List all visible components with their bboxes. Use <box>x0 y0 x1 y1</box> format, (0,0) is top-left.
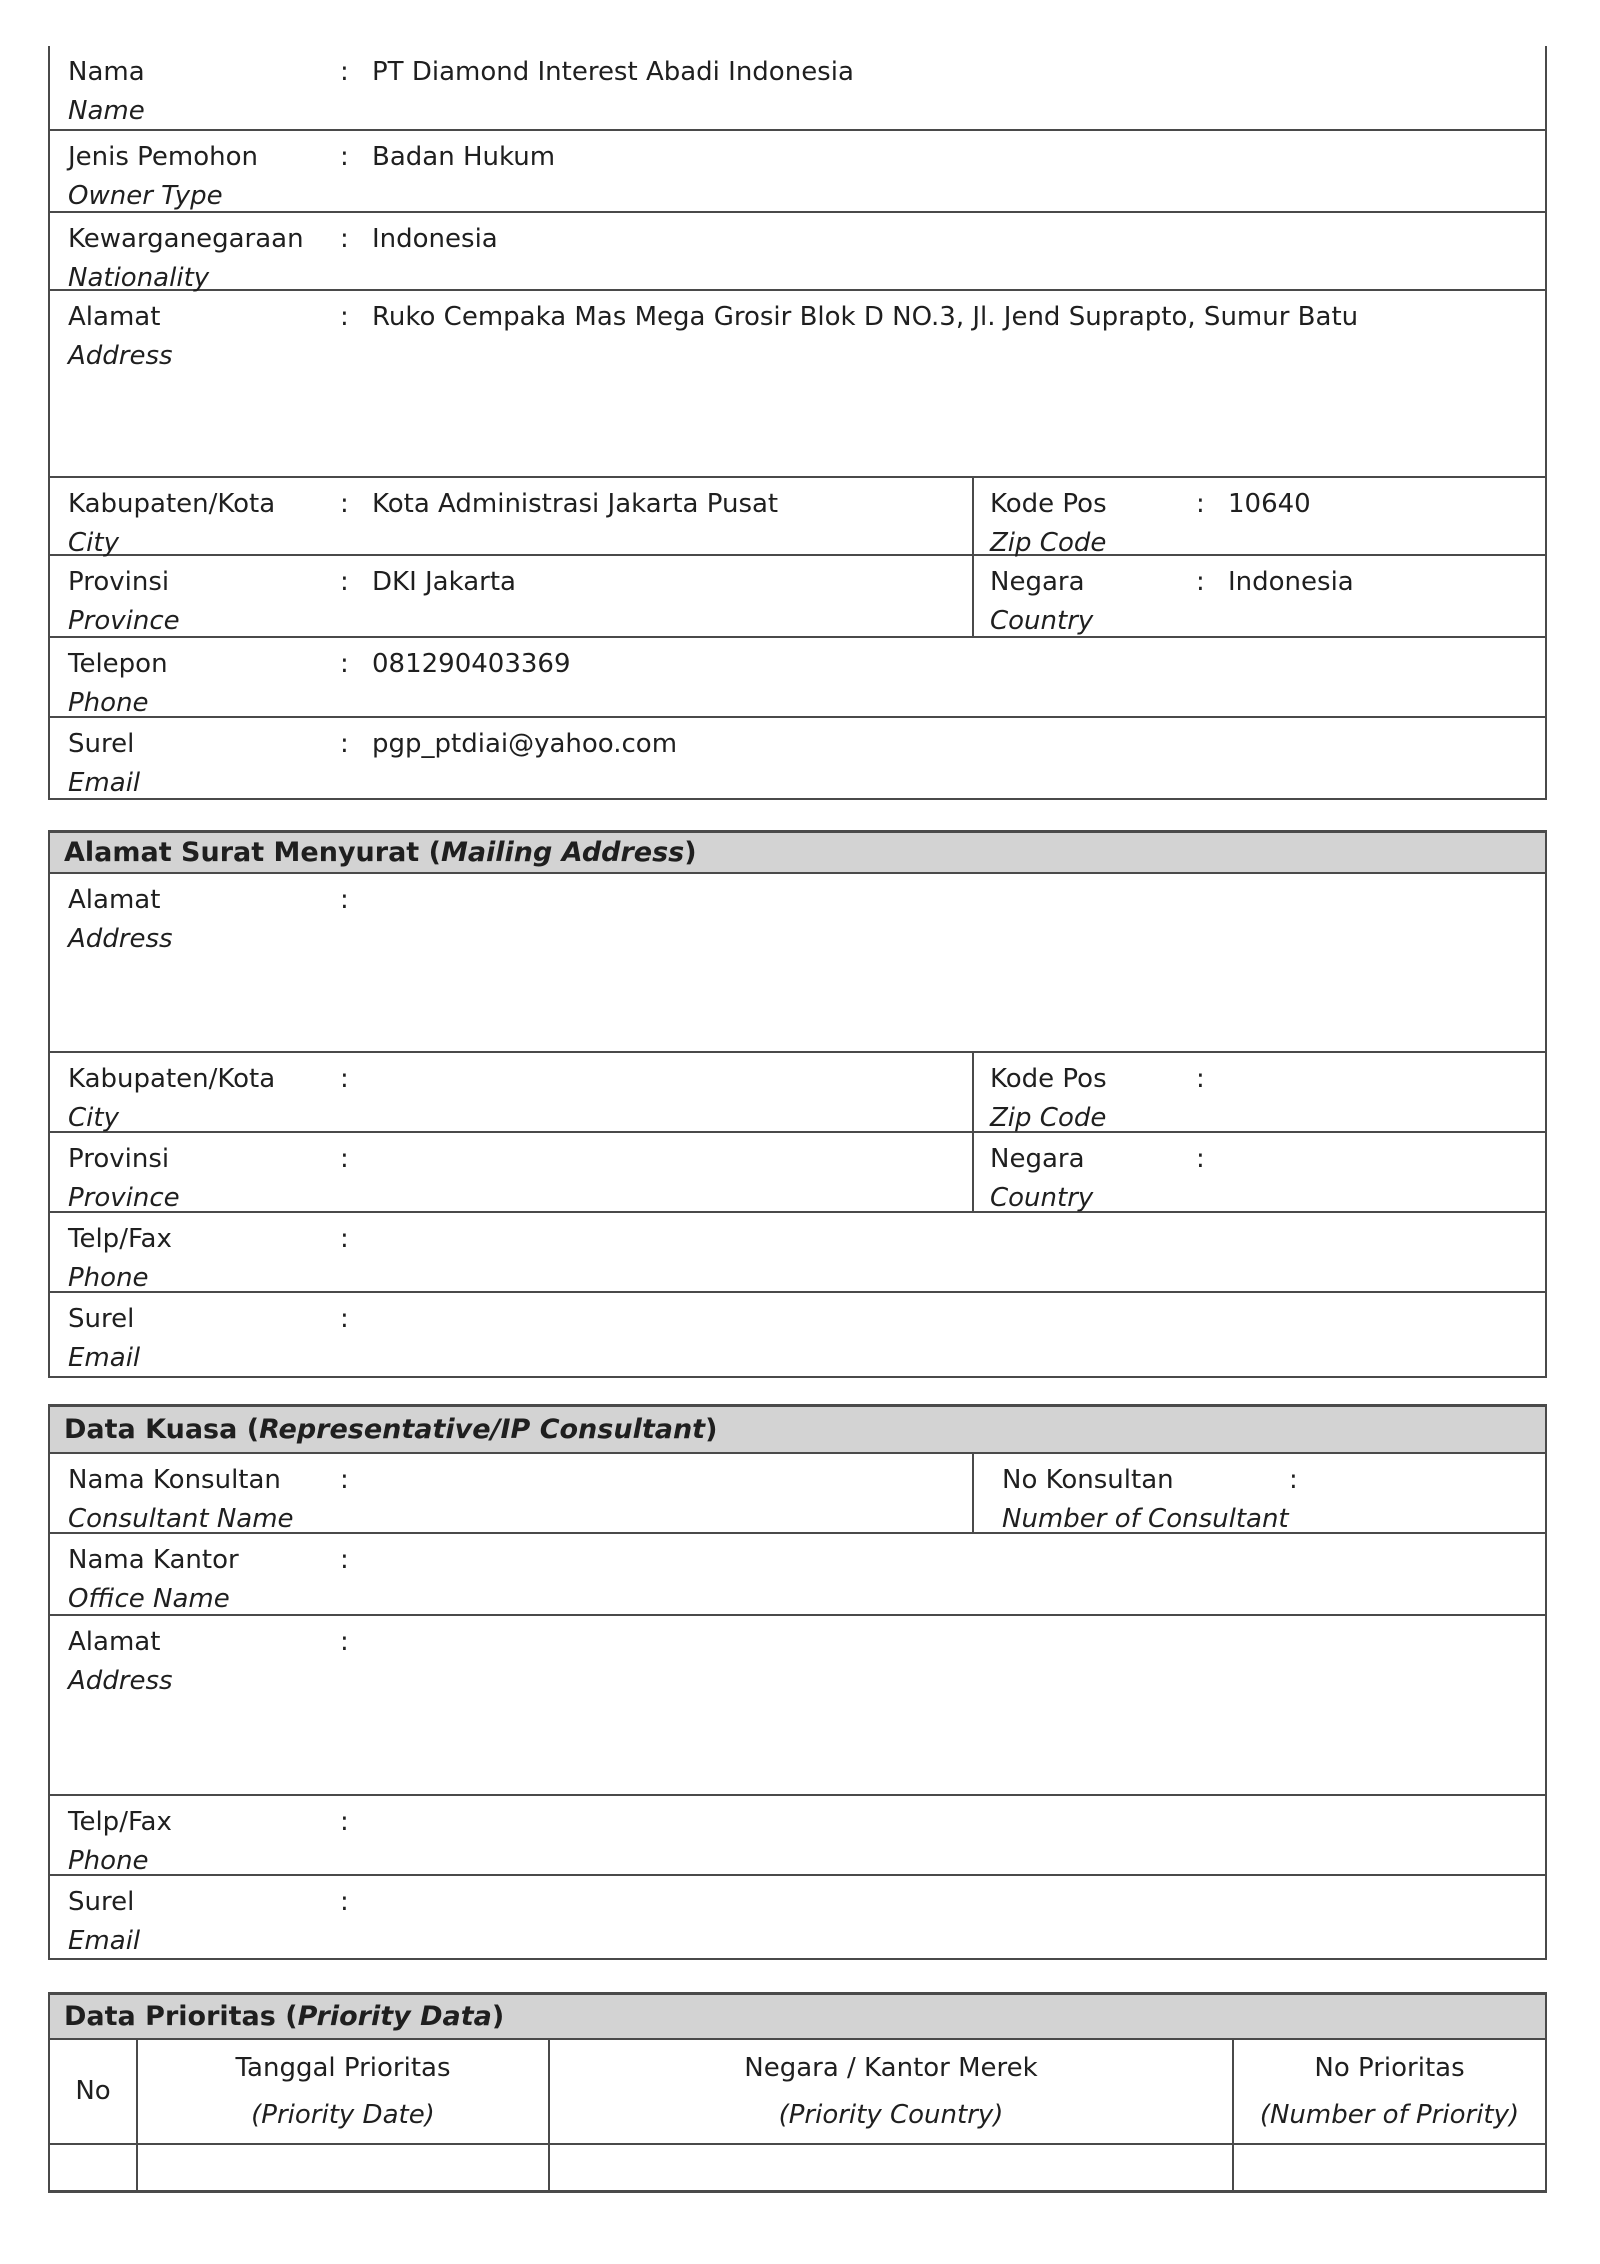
row-nama <box>50 46 1545 131</box>
field-mailing-telp <box>50 1213 1545 1291</box>
label-indonesian: Surel <box>68 1887 135 1917</box>
section-title-suffix: ) <box>684 837 697 868</box>
field-mailing-negara <box>972 1133 1545 1211</box>
column-header-no <box>50 2040 136 2143</box>
priority-cell-negara <box>548 2145 1232 2190</box>
section-title <box>64 837 697 868</box>
label-indonesian: Nama Konsultan <box>68 1465 281 1495</box>
field-label <box>990 485 1107 563</box>
mailing-address-table <box>48 874 1547 1378</box>
column-header-no-prioritas <box>1232 2040 1545 2143</box>
row-telepon <box>50 638 1545 718</box>
colon-separator: : <box>1196 567 1205 597</box>
label-indonesian: Kabupaten/Kota <box>68 489 276 519</box>
label-english: Office Name <box>68 1584 230 1614</box>
field-value: Ruko Cempaka Mas Mega Grosir Blok D NO.3, Jl. Jend Suprapto, Sumur Batu <box>372 302 1359 332</box>
field-mailing-kabupaten <box>50 1053 972 1131</box>
row-alamat <box>50 291 1545 478</box>
label-indonesian: Jenis Pemohon <box>68 142 259 172</box>
label-indonesian: Nama Kantor <box>68 1545 239 1575</box>
label-english: Zip Code <box>990 528 1107 558</box>
label-english: Country <box>990 1183 1094 1213</box>
field-label <box>68 1300 140 1378</box>
field-label <box>68 645 168 723</box>
label-indonesian: Alamat <box>68 302 161 332</box>
label-english: Address <box>68 924 173 954</box>
field-label <box>68 563 180 641</box>
field-nama-kantor <box>50 1534 1545 1614</box>
label-english: Address <box>68 341 173 371</box>
label-indonesian: Surel <box>68 1304 135 1334</box>
label-english: Phone <box>68 1846 149 1876</box>
section-title-english: Mailing Address <box>440 837 685 868</box>
field-label <box>68 1803 172 1881</box>
field-kuasa-telp <box>50 1796 1545 1874</box>
label-english: Email <box>68 768 141 798</box>
label-english: Zip Code <box>990 1103 1107 1133</box>
field-jenis-pemohon <box>50 131 1545 211</box>
colon-separator: : <box>340 1304 349 1334</box>
colon-separator: : <box>340 1887 349 1917</box>
field-label <box>68 1220 172 1298</box>
colon-separator: : <box>1289 1465 1298 1495</box>
row-surel <box>50 718 1545 798</box>
label-indonesian: Kewarganegaraan <box>68 224 304 254</box>
colon-separator: : <box>1196 489 1205 519</box>
field-label <box>68 725 140 803</box>
section-header-data-prioritas <box>48 1992 1547 2040</box>
label-english: City <box>68 1103 119 1133</box>
field-label <box>68 485 275 563</box>
field-value: Kota Administrasi Jakarta Pusat <box>372 489 779 519</box>
label-english: Province <box>68 1183 180 1213</box>
field-label <box>68 1060 275 1138</box>
field-value: 10640 <box>1228 489 1311 519</box>
field-label <box>990 1060 1107 1138</box>
label-indonesian: Alamat <box>68 1627 161 1657</box>
field-mailing-surel <box>50 1293 1545 1376</box>
field-label <box>990 563 1093 641</box>
column-header-negara-kantor-merek <box>548 2040 1232 2143</box>
label-indonesian: Telp/Fax <box>68 1224 172 1254</box>
row-mailing-alamat <box>50 874 1545 1053</box>
section-title-prefix: Data Prioritas ( <box>64 2001 298 2032</box>
label-english: Owner Type <box>68 181 223 211</box>
row-mailing-kabupaten-kodepos <box>50 1053 1545 1133</box>
column-title: Tanggal Prioritas <box>235 2052 451 2083</box>
label-english: Name <box>68 96 145 126</box>
colon-separator: : <box>340 1807 349 1837</box>
field-no-konsultan <box>972 1454 1545 1532</box>
priority-table <box>48 2040 1547 2193</box>
field-label <box>68 53 145 131</box>
column-title: No <box>75 2076 111 2106</box>
label-indonesian: Provinsi <box>68 1144 170 1174</box>
field-value: Badan Hukum <box>372 142 556 172</box>
priority-cell-tanggal <box>136 2145 548 2190</box>
field-nama-konsultan <box>50 1454 972 1532</box>
applicant-table <box>48 46 1547 800</box>
field-negara <box>972 556 1545 636</box>
row-provinsi-negara <box>50 556 1545 638</box>
label-indonesian: Telp/Fax <box>68 1807 172 1837</box>
label-indonesian: Kode Pos <box>990 489 1107 519</box>
row-mailing-provinsi-negara <box>50 1133 1545 1213</box>
column-title: No Prioritas <box>1314 2052 1465 2083</box>
field-label <box>68 881 173 959</box>
column-header-tanggal-prioritas <box>136 2040 548 2143</box>
row-mailing-telp <box>50 1213 1545 1293</box>
label-indonesian: Provinsi <box>68 567 170 597</box>
field-label <box>68 1140 180 1218</box>
colon-separator: : <box>340 224 349 254</box>
consultant-table <box>48 1454 1547 1960</box>
label-indonesian: Surel <box>68 729 135 759</box>
field-value: 081290403369 <box>372 649 571 679</box>
field-kuasa-alamat <box>50 1616 1545 1794</box>
label-english: Number of Consultant <box>1002 1504 1289 1534</box>
colon-separator: : <box>340 142 349 172</box>
row-kuasa-telp <box>50 1796 1545 1876</box>
colon-separator: : <box>340 1545 349 1575</box>
label-indonesian: No Konsultan <box>1002 1465 1174 1495</box>
colon-separator: : <box>340 729 349 759</box>
label-indonesian: Negara <box>990 567 1085 597</box>
row-kabupaten-kodepos <box>50 478 1545 556</box>
field-nama <box>50 46 1545 129</box>
label-english: Address <box>68 1666 173 1696</box>
colon-separator: : <box>340 649 349 679</box>
field-value: pgp_ptdiai@yahoo.com <box>372 729 678 759</box>
section-title <box>64 2001 504 2032</box>
row-nama-kantor <box>50 1534 1545 1616</box>
field-label <box>1002 1461 1289 1539</box>
colon-separator: : <box>340 57 349 87</box>
colon-separator: : <box>1196 1144 1205 1174</box>
colon-separator: : <box>340 1144 349 1174</box>
field-value: DKI Jakarta <box>372 567 516 597</box>
section-header-data-kuasa <box>48 1404 1547 1454</box>
label-indonesian: Kabupaten/Kota <box>68 1064 276 1094</box>
column-title: Negara / Kantor Merek <box>744 2052 1038 2083</box>
colon-separator: : <box>340 1465 349 1495</box>
section-title-english: Priority Data <box>297 2001 492 2032</box>
label-indonesian: Nama <box>68 57 145 87</box>
section-title-prefix: Alamat Surat Menyurat ( <box>64 837 441 868</box>
label-indonesian: Kode Pos <box>990 1064 1107 1094</box>
priority-data-row <box>50 2145 1545 2190</box>
section-title-english: Representative/IP Consultant <box>259 1414 706 1445</box>
colon-separator: : <box>340 489 349 519</box>
label-english: Consultant Name <box>68 1504 294 1534</box>
field-kewarganegaraan <box>50 213 1545 293</box>
field-value: PT Diamond Interest Abadi Indonesia <box>372 57 854 87</box>
priority-cell-no <box>50 2145 136 2190</box>
field-label <box>990 1140 1093 1218</box>
label-indonesian: Alamat <box>68 885 161 915</box>
field-telepon <box>50 638 1545 716</box>
colon-separator: : <box>340 567 349 597</box>
column-title-english: (Priority Date) <box>251 2099 435 2130</box>
field-label <box>68 220 304 298</box>
row-kewarganegaraan <box>50 213 1545 291</box>
field-label <box>68 1541 239 1619</box>
field-provinsi <box>50 556 972 636</box>
row-kuasa-alamat <box>50 1616 1545 1796</box>
field-alamat <box>50 291 1545 476</box>
colon-separator: : <box>340 1064 349 1094</box>
field-mailing-provinsi <box>50 1133 972 1211</box>
field-value: Indonesia <box>372 224 498 254</box>
section-title <box>64 1414 717 1445</box>
field-kuasa-surel <box>50 1876 1545 1958</box>
colon-separator: : <box>340 302 349 332</box>
column-title-english: (Priority Country) <box>778 2099 1004 2130</box>
label-english: Email <box>68 1926 141 1956</box>
row-kuasa-surel <box>50 1876 1545 1958</box>
field-value: Indonesia <box>1228 567 1354 597</box>
colon-separator: : <box>1196 1064 1205 1094</box>
label-english: City <box>68 528 119 558</box>
colon-separator: : <box>340 885 349 915</box>
field-label <box>68 138 258 216</box>
label-english: Phone <box>68 688 149 718</box>
label-english: Email <box>68 1343 141 1373</box>
row-jenis-pemohon <box>50 131 1545 213</box>
label-english: Nationality <box>68 263 210 293</box>
section-title-prefix: Data Kuasa ( <box>64 1414 260 1445</box>
section-title-suffix: ) <box>705 1414 718 1445</box>
label-english: Phone <box>68 1263 149 1293</box>
label-indonesian: Telepon <box>68 649 168 679</box>
field-label <box>68 1623 173 1701</box>
field-label <box>68 298 173 376</box>
colon-separator: : <box>340 1627 349 1657</box>
field-label <box>68 1883 140 1961</box>
field-label <box>68 1461 294 1539</box>
colon-separator: : <box>340 1224 349 1254</box>
field-mailing-alamat <box>50 874 1545 1051</box>
row-nama-konsultan <box>50 1454 1545 1534</box>
label-english: Country <box>990 606 1094 636</box>
section-title-suffix: ) <box>491 2001 505 2032</box>
field-mailing-kodepos <box>972 1053 1545 1131</box>
field-surel <box>50 718 1545 798</box>
priority-header-row <box>50 2040 1545 2145</box>
section-header-mailing-address <box>48 830 1547 874</box>
field-kabupaten <box>50 478 972 558</box>
column-title-english: (Number of Priority) <box>1259 2099 1520 2130</box>
label-indonesian: Negara <box>990 1144 1085 1174</box>
label-english: Province <box>68 606 180 636</box>
row-mailing-surel <box>50 1293 1545 1376</box>
priority-cell-nopri <box>1232 2145 1545 2190</box>
field-kodepos <box>972 478 1545 558</box>
